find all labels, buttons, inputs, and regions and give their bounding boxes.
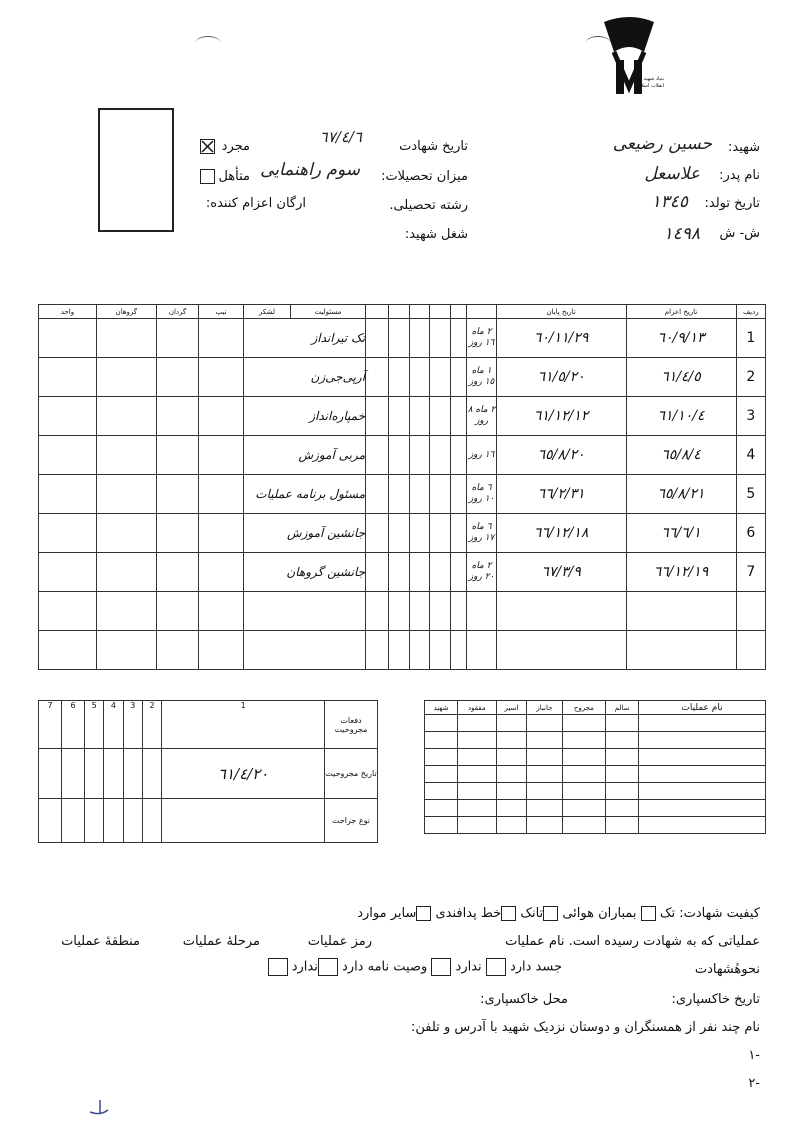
start-date: ٦١/١٠/٤ — [626, 397, 736, 436]
duration: ٦ ماه ١٠ روز — [467, 475, 496, 514]
ops-cell — [606, 715, 639, 732]
col-end: تاریخ پایان — [496, 305, 626, 319]
empty-cell — [409, 397, 430, 436]
empty-cell — [96, 475, 156, 514]
ops-cell — [458, 766, 497, 783]
ops-cell — [606, 766, 639, 783]
defense-checkbox[interactable] — [416, 906, 431, 921]
row-number: 7 — [736, 553, 765, 592]
empty-cell — [366, 514, 389, 553]
row-number: 6 — [736, 514, 765, 553]
injury-row-count — [39, 701, 378, 749]
col-blank — [451, 305, 467, 319]
operations-table — [424, 700, 766, 834]
education-label: میزان تحصیلات: — [381, 169, 468, 184]
single-label: مجرد — [221, 139, 250, 154]
ops-cell — [527, 800, 562, 817]
ops-cell — [458, 715, 497, 732]
col-veteran: جانباز — [527, 701, 562, 715]
col-brigade: تیپ — [199, 305, 244, 319]
empty-cell — [388, 553, 409, 592]
col-duration — [467, 305, 496, 319]
ops-cell — [527, 817, 562, 834]
injury-cell — [85, 799, 104, 843]
empty-cell — [366, 592, 389, 631]
empty-cell — [451, 631, 467, 670]
start-date: ٦٥/٨/٢١ — [626, 475, 736, 514]
role: تک تیرانداز — [243, 319, 365, 358]
will-none-checkbox[interactable] — [268, 958, 288, 976]
service-row — [39, 631, 766, 670]
end-date: ٦٠/١١/٢٩ — [496, 319, 626, 358]
empty-cell — [96, 319, 156, 358]
empty-cell — [366, 319, 389, 358]
empty-cell — [156, 358, 199, 397]
empty-cell — [409, 553, 430, 592]
ops-cell — [496, 732, 527, 749]
injury-cell — [39, 799, 62, 843]
col-blank — [388, 305, 409, 319]
father-label: نام پدر: — [719, 168, 760, 183]
injury-cell — [104, 799, 123, 843]
comrade-line-2: -٢ — [748, 1076, 760, 1091]
ops-cell — [496, 783, 527, 800]
body-exists-checkbox[interactable] — [486, 958, 506, 976]
injury-cell — [142, 799, 161, 843]
row-number: 3 — [736, 397, 765, 436]
start-date: ٦٦/١٢/١٩ — [626, 553, 736, 592]
empty-cell — [96, 592, 156, 631]
ops-cell — [527, 732, 562, 749]
empty-cell — [366, 358, 389, 397]
service-table — [38, 304, 766, 670]
job-label: شغل شهید: — [404, 227, 468, 242]
empty-cell — [430, 397, 451, 436]
ops-cell — [425, 732, 458, 749]
death-date-label: تاریخ شهادت — [399, 139, 468, 154]
empty-cell — [430, 592, 451, 631]
empty-cell — [96, 553, 156, 592]
ops-cell — [606, 817, 639, 834]
start-date — [626, 631, 736, 670]
service-row — [39, 319, 766, 358]
end-date: ٦٧/٣/٩ — [496, 553, 626, 592]
ops-cell — [458, 749, 497, 766]
injury-count-label: دفعات مجروحیت — [325, 701, 378, 749]
comrades-label: نام چند نفر از همسنگران و دوستان نزدیک شهید با آدرس و تلفن: — [411, 1020, 760, 1035]
duration: ٢ ماه ١٦ روز — [467, 319, 496, 358]
opt-tank: تانک — [520, 906, 544, 921]
injury-date-label: تاریخ مجروحیت — [325, 749, 378, 799]
role: جانشین آموزش — [243, 514, 365, 553]
op-code-label: رمز عملیات — [307, 934, 372, 949]
empty-cell — [366, 397, 389, 436]
injury-col-6: 6 — [62, 701, 85, 749]
body-none-checkbox[interactable] — [431, 958, 451, 976]
married-checkbox[interactable] — [200, 166, 215, 185]
row-number: 2 — [736, 358, 765, 397]
will-none-label: ندارد — [291, 959, 318, 975]
ops-cell — [562, 715, 606, 732]
empty-cell — [409, 358, 430, 397]
col-captive: اسیر — [496, 701, 527, 715]
role: خمپاره‌انداز — [243, 397, 365, 436]
ops-cell — [639, 749, 766, 766]
ops-cell — [425, 749, 458, 766]
opt-bombing: بمباران هوائی — [562, 906, 637, 921]
col-battalion: گردان — [156, 305, 199, 319]
ops-cell — [496, 766, 527, 783]
empty-cell — [199, 475, 244, 514]
empty-cell — [388, 514, 409, 553]
ops-cell — [496, 715, 527, 732]
empty-cell — [451, 514, 467, 553]
empty-cell — [96, 436, 156, 475]
empty-cell — [39, 397, 97, 436]
ops-cell — [496, 749, 527, 766]
injury-col-1: 1 — [162, 701, 325, 749]
ops-cell — [527, 766, 562, 783]
injury-col-4: 4 — [104, 701, 123, 749]
duration: ٦ ماه ١٧ روز — [467, 514, 496, 553]
tank-checkbox[interactable] — [501, 906, 516, 921]
ops-cell — [527, 715, 562, 732]
service-row — [39, 592, 766, 631]
pen-mark — [86, 1096, 112, 1122]
injury-col-2: 2 — [142, 701, 161, 749]
ops-row — [425, 800, 766, 817]
empty-cell — [199, 631, 244, 670]
empty-cell — [388, 592, 409, 631]
row-number — [736, 631, 765, 670]
ops-cell — [639, 732, 766, 749]
empty-cell — [156, 592, 199, 631]
empty-cell — [39, 358, 97, 397]
empty-cell — [156, 631, 199, 670]
col-healthy: سالم — [606, 701, 639, 715]
empty-cell — [430, 553, 451, 592]
logo-text: بنیاد شهید انقلاب اسلامی — [634, 76, 664, 89]
injury-row-date — [39, 749, 378, 799]
empty-cell — [366, 553, 389, 592]
empty-cell — [451, 553, 467, 592]
end-date: ٦١/١٢/١٢ — [496, 397, 626, 436]
empty-cell — [39, 592, 97, 631]
empty-cell — [39, 436, 97, 475]
death-date: ٦٧/٤/٦ — [319, 128, 362, 146]
martyrdom-manner-label: نحوهٔشهادت — [694, 962, 760, 977]
empty-cell — [430, 319, 451, 358]
duration: ٢ ماه ٨ روز — [467, 397, 496, 436]
col-op-name: نام عملیات — [639, 701, 766, 715]
injury-row-type — [39, 799, 378, 843]
ops-cell — [562, 732, 606, 749]
empty-cell — [96, 397, 156, 436]
injury-cell — [62, 799, 85, 843]
ops-cell — [425, 715, 458, 732]
ops-cell — [458, 732, 497, 749]
empty-cell — [156, 436, 199, 475]
ops-table-header — [425, 701, 766, 715]
single-attack-checkbox[interactable] — [641, 906, 656, 921]
service-row — [39, 553, 766, 592]
start-date: ٦١/٤/٥ — [626, 358, 736, 397]
service-row — [39, 397, 766, 436]
col-injured: مجروح — [562, 701, 606, 715]
ops-row — [425, 749, 766, 766]
row-number: 4 — [736, 436, 765, 475]
injury-type-label: نوع جراحت — [325, 799, 378, 843]
injury-cell — [142, 749, 161, 799]
ops-row — [425, 783, 766, 800]
row-number — [736, 592, 765, 631]
comrade-line-1: -١ — [748, 1048, 760, 1063]
empty-cell — [388, 397, 409, 436]
op-area-label: منطقهٔ عملیات — [61, 934, 140, 949]
will-exists-checkbox[interactable] — [318, 958, 338, 976]
injury-table — [38, 700, 378, 843]
body-none-label: ندارد — [455, 959, 482, 975]
empty-cell — [430, 475, 451, 514]
ops-cell — [527, 783, 562, 800]
foundation-logo — [594, 12, 664, 110]
martyrdom-type-label: کیفیت شهادت: تک — [659, 906, 760, 921]
empty-cell — [451, 358, 467, 397]
injury-col-5: 5 — [85, 701, 104, 749]
injury-col-3: 3 — [123, 701, 142, 749]
ops-cell — [458, 800, 497, 817]
service-row — [39, 475, 766, 514]
empty-cell — [156, 397, 199, 436]
ops-cell — [496, 800, 527, 817]
row-number: 5 — [736, 475, 765, 514]
empty-cell — [199, 436, 244, 475]
ops-cell — [425, 800, 458, 817]
birth-date: ١٣٤٥ — [651, 192, 688, 212]
empty-cell — [199, 592, 244, 631]
end-date: ٦٦/٢/٣١ — [496, 475, 626, 514]
col-blank — [430, 305, 451, 319]
empty-cell — [156, 319, 199, 358]
empty-cell — [409, 475, 430, 514]
ops-cell — [562, 766, 606, 783]
injury-cell — [62, 749, 85, 799]
empty-cell — [199, 397, 244, 436]
single-checkbox[interactable] — [200, 136, 215, 155]
will-exists-label: وصیت نامه دارد — [342, 959, 428, 975]
service-row — [39, 436, 766, 475]
empty-cell — [430, 631, 451, 670]
ops-cell — [606, 800, 639, 817]
injury-cell — [104, 749, 123, 799]
married-label: متأهل — [218, 169, 250, 184]
empty-cell — [451, 592, 467, 631]
ops-cell — [639, 783, 766, 800]
empty-cell — [199, 514, 244, 553]
injury-date-value: ٦١/٤/٢٠ — [162, 749, 325, 799]
bombing-checkbox[interactable] — [543, 906, 558, 921]
empty-cell — [366, 631, 389, 670]
empty-cell — [451, 397, 467, 436]
sender-label: ارگان اعزام کننده: — [205, 196, 306, 211]
operation-line: عملیاتی که به شهادت رسیده است. نام عملیات — [505, 934, 760, 949]
empty-cell — [39, 631, 97, 670]
injury-col-7: 7 — [39, 701, 62, 749]
ops-cell — [562, 817, 606, 834]
ops-cell — [606, 783, 639, 800]
end-date: ٦١/٥/٢٠ — [496, 358, 626, 397]
role: مسئول برنامه عملیات — [243, 475, 365, 514]
empty-cell — [388, 631, 409, 670]
duration: ٢ ماه ٢٠ روز — [467, 553, 496, 592]
ops-cell — [562, 749, 606, 766]
ops-cell — [458, 817, 497, 834]
ops-cell — [639, 800, 766, 817]
end-date: ٦٦/١٢/١٨ — [496, 514, 626, 553]
field-label: رشته تحصیلی. — [389, 198, 468, 213]
empty-cell — [451, 475, 467, 514]
col-role: مسئولیت — [290, 305, 365, 319]
opt-defense: خط پدافندی — [435, 906, 502, 921]
empty-cell — [409, 436, 430, 475]
ops-cell — [639, 817, 766, 834]
empty-cell — [156, 514, 199, 553]
role: جانشین گروهان — [243, 553, 365, 592]
col-company: گروهان — [96, 305, 156, 319]
empty-cell — [199, 319, 244, 358]
ops-cell — [496, 817, 527, 834]
service-table-header — [39, 305, 766, 319]
empty-cell — [199, 553, 244, 592]
role: مربی آموزش — [243, 436, 365, 475]
empty-cell — [409, 319, 430, 358]
ops-row — [425, 817, 766, 834]
duration: ١٦ روز — [467, 436, 496, 475]
ops-cell — [606, 732, 639, 749]
empty-cell — [451, 319, 467, 358]
empty-cell — [156, 475, 199, 514]
empty-cell — [96, 631, 156, 670]
col-missing: مفقود — [458, 701, 497, 715]
op-stage-label: مرحلهٔ عملیات — [182, 934, 260, 949]
injury-cell — [123, 799, 142, 843]
start-date — [626, 592, 736, 631]
id-label: ش- ش — [719, 226, 760, 241]
empty-cell — [39, 514, 97, 553]
ops-cell — [527, 749, 562, 766]
empty-cell — [39, 319, 97, 358]
empty-cell — [430, 514, 451, 553]
ops-cell — [425, 817, 458, 834]
ops-cell — [639, 715, 766, 732]
father-name: علاسعل — [644, 164, 700, 184]
burial-place-label: محل خاکسپاری: — [480, 992, 568, 1007]
empty-cell — [388, 436, 409, 475]
empty-cell — [39, 475, 97, 514]
row-number: 1 — [736, 319, 765, 358]
col-row: ردیف — [736, 305, 765, 319]
body-line — [268, 958, 562, 976]
empty-cell — [388, 319, 409, 358]
col-start: تاریخ اعزام — [626, 305, 736, 319]
ops-cell — [562, 800, 606, 817]
role — [243, 592, 365, 631]
ops-cell — [639, 766, 766, 783]
ops-cell — [458, 783, 497, 800]
injury-cell — [39, 749, 62, 799]
injury-cell — [85, 749, 104, 799]
service-row — [39, 358, 766, 397]
empty-cell — [409, 592, 430, 631]
col-division: لشکر — [243, 305, 290, 319]
empty-cell — [96, 358, 156, 397]
empty-cell — [409, 631, 430, 670]
empty-cell — [156, 553, 199, 592]
ops-row — [425, 766, 766, 783]
empty-cell — [366, 475, 389, 514]
duration — [467, 592, 496, 631]
martyr-name: حسین رضیعی — [612, 134, 712, 154]
injury-cell — [162, 799, 325, 843]
ops-cell — [562, 783, 606, 800]
empty-cell — [388, 475, 409, 514]
id-number: ١٤٩٨ — [663, 224, 700, 244]
duration — [467, 631, 496, 670]
start-date: ٦٠/٩/١٣ — [626, 319, 736, 358]
empty-cell — [39, 553, 97, 592]
duration: ١ ماه ١٥ روز — [467, 358, 496, 397]
ops-row — [425, 715, 766, 732]
education-value: سوم راهنمایی — [260, 160, 360, 180]
col-martyr: شهید — [425, 701, 458, 715]
burial-date-label: تاریخ خاکسپاری: — [671, 992, 760, 1007]
empty-cell — [366, 436, 389, 475]
martyr-label: شهید: — [727, 140, 760, 155]
start-date: ٦٥/٨/٤ — [626, 436, 736, 475]
birth-label: تاریخ تولد: — [704, 196, 760, 211]
col-unit: واحد — [39, 305, 97, 319]
body-exists-label: جسد دارد — [509, 959, 562, 975]
role — [243, 631, 365, 670]
injury-cell — [123, 749, 142, 799]
ops-row — [425, 732, 766, 749]
empty-cell — [96, 514, 156, 553]
role: آرپی‌جی‌زن — [243, 358, 365, 397]
start-date: ٦٦/٦/١ — [626, 514, 736, 553]
photo-box — [98, 108, 174, 232]
empty-cell — [199, 358, 244, 397]
col-blank — [366, 305, 389, 319]
empty-cell — [430, 436, 451, 475]
col-blank — [409, 305, 430, 319]
ops-cell — [606, 749, 639, 766]
empty-cell — [430, 358, 451, 397]
end-date — [496, 592, 626, 631]
ops-cell — [425, 783, 458, 800]
martyrdom-type-line — [357, 906, 760, 921]
opt-other: سایر موارد — [357, 906, 417, 921]
empty-cell — [409, 514, 430, 553]
empty-cell — [451, 436, 467, 475]
service-row — [39, 514, 766, 553]
punch-hole — [196, 36, 220, 49]
end-date: ٦٥/٨/٢٠ — [496, 436, 626, 475]
ops-cell — [425, 766, 458, 783]
end-date — [496, 631, 626, 670]
empty-cell — [388, 358, 409, 397]
